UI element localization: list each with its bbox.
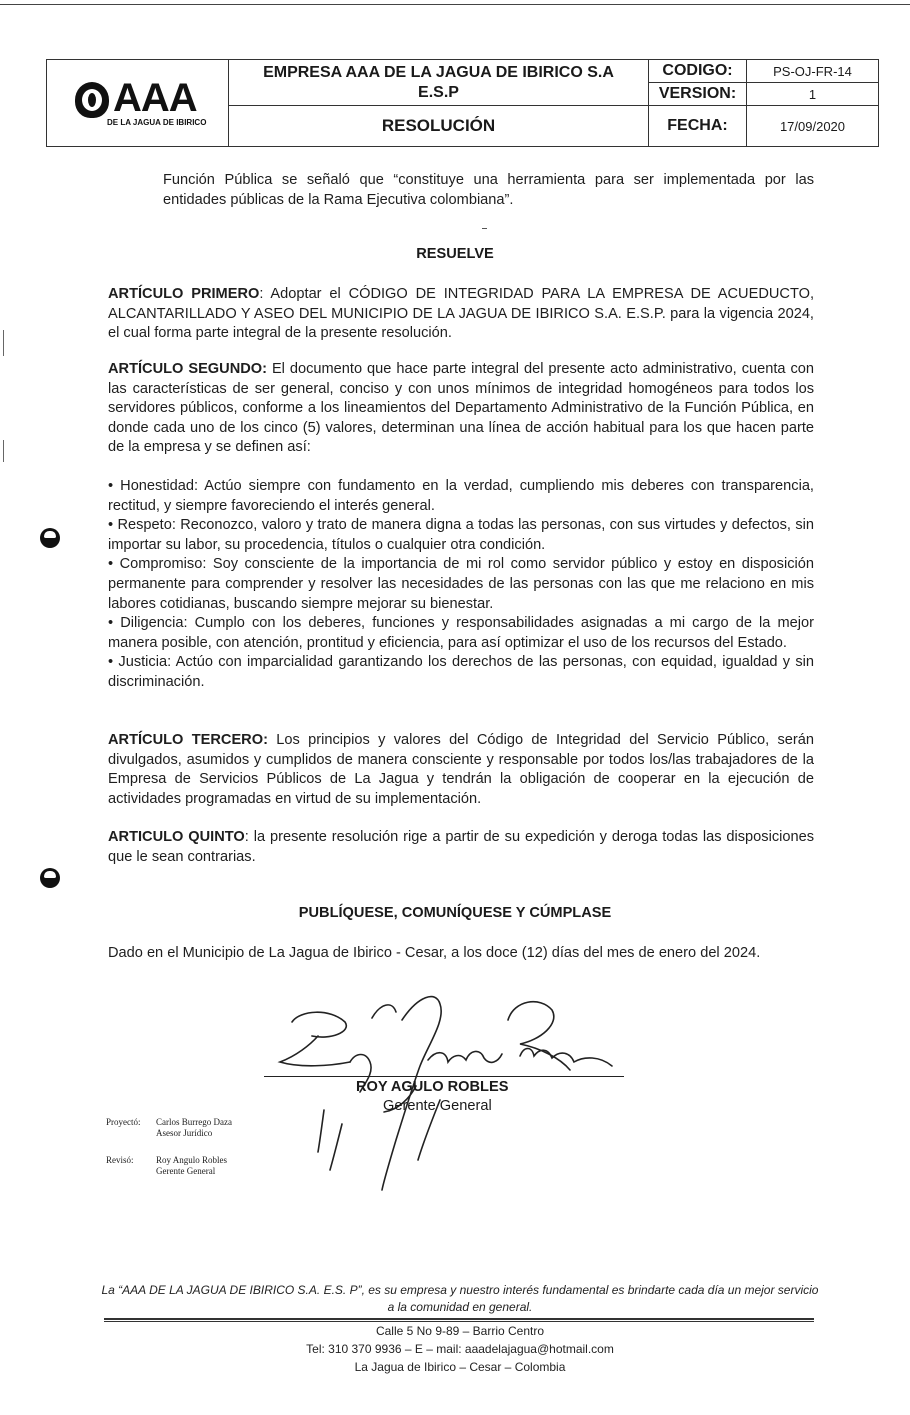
list-item: • Diligencia: Cumplo con los deberes, funciones y responsabilidades asignadas a mi cargo de la mejor manera posible, con atención, prontitud y eficiencia, para así optimizar el uso de los recursos del Estado. — [108, 615, 814, 651]
footer-slogan: La “AAA DE LA JAGUA DE IBIRICO S.A. E.S. P”, es su empresa y nuestro interés fundamental es brindarte cada día un mejor servicio a la comunidad en general. — [101, 1283, 819, 1314]
articulo-quinto-text: : la presente resolución rige a partir de su expedición y deroga todas las disposiciones que le sean contrarias. — [108, 829, 815, 865]
proyecto-name: Carlos Burrego Daza — [156, 1117, 232, 1127]
signature-line — [264, 1076, 624, 1077]
reviso-role: Gerente General — [156, 1166, 216, 1176]
articulo-tercero — [108, 731, 814, 809]
reviso-label: Revisó: — [106, 1155, 134, 1165]
articulo-tercero-label: ARTÍCULO TERCERO: — [108, 732, 268, 748]
version-label: VERSION: — [649, 83, 747, 106]
company-name — [229, 60, 649, 106]
codigo-value: PS-OJ-FR-14 — [747, 60, 879, 83]
publiquese-heading: PUBLÍQUESE, COMUNÍQUESE Y CÚMPLASE — [298, 905, 612, 921]
articulo-segundo-label: ARTÍCULO SEGUNDO: — [108, 361, 267, 377]
list-item: • Respeto: Reconozco, valoro y trato de manera digna a todas las personas, con sus virtudes y defectos, sin importar su labor, su procedencia, títulos o cualquier otra condición. — [108, 517, 814, 553]
resuelve-heading: RESUELVE — [416, 246, 494, 262]
proyecto-role: Asesor Jurídico — [156, 1128, 213, 1138]
articulo-tercero-text: Los principios y valores del Código de Integridad del Servicio Público, serán divulgados, asumidos y cumplidos de manera consciente y responsable por todos los/las trabajadores de la Empresa de Servicios Públicos de La Jagua y tendrán la obligación de cooperar en la ejecución de actividades programadas en virtud de su implementación. — [108, 732, 814, 807]
values-list — [108, 477, 814, 693]
articulo-quinto-label: ARTICULO QUINTO — [108, 829, 245, 845]
footer-address: Calle 5 No 9-89 – Barrio Centro — [375, 1324, 545, 1338]
company-logo — [67, 74, 207, 134]
fecha-label: FECHA: — [649, 106, 747, 147]
logo-subtext: DE LA JAGUA DE IBIRICO — [107, 118, 207, 127]
articulo-segundo — [108, 360, 814, 458]
list-item: • Honestidad: Actúo siempre con fundamento en la verdad, cumpliendo mis deberes con transparencia, rectitud, y siempre favoreciendo el interés general. — [108, 478, 814, 514]
proyecto-block — [156, 1117, 232, 1139]
articulo-primero — [108, 285, 814, 344]
footer-contact: Tel: 310 370 9936 – E – mail: aaadelajagua@hotmail.com — [306, 1342, 614, 1356]
version-value: 1 — [747, 83, 879, 106]
left-scan-mark — [3, 330, 4, 356]
articulo-segundo-text: El documento que hace parte integral del presente acto administrativo, cuenta con las características de ser general, conciso y con unos mínimos de integridad homogéneos para todos los servidores públicos, conforme a los lineamientos del Departamento Administrativo de la Función Pública, en donde cada uno de los cinco (5) valores, determinan una línea de acción habitual para los que hacen parte de la empresa y se definen así: — [108, 361, 814, 456]
logo-text: AAA — [113, 76, 197, 120]
logo-cell — [47, 60, 229, 147]
document-header — [46, 59, 879, 147]
articulo-quinto — [108, 828, 814, 867]
dado-paragraph: Dado en el Municipio de La Jagua de Ibirico - Cesar, a los doce (12) días del mes de enero del 2024. — [108, 945, 761, 961]
punch-hole-icon — [40, 868, 60, 888]
signatory-name: ROY AGULO ROBLES — [356, 1079, 509, 1095]
articulo-primero-label: ARTÍCULO PRIMERO — [108, 286, 260, 302]
intro-paragraph: Función Pública se señaló que “constituye una herramienta para ser implementada por las entidades públicas de la Rama Ejecutiva colombiana”. — [163, 172, 814, 208]
doc-type: RESOLUCIÓN — [229, 106, 649, 147]
signatory-role: Gerente General — [383, 1098, 492, 1114]
top-rule — [0, 4, 910, 5]
list-item: • Justicia: Actúo con imparcialidad garantizando los derechos de las personas, con equidad, igualdad y sin discriminación. — [108, 654, 814, 690]
reviso-block — [156, 1155, 227, 1177]
articulo-primero-text: : Adoptar el CÓDIGO DE INTEGRIDAD PARA LA EMPRESA DE ACUEDUCTO, ALCANTARILLADO Y ASEO DEL MUNICIPIO DE LA JAGUA DE IBIRICO S.A. E.S.P. para la vigencia 2024, el cual forma parte integral de la presente resolución. — [108, 286, 814, 342]
water-drop-icon — [75, 82, 109, 118]
codigo-label: CODIGO: — [649, 60, 747, 83]
scan-speck — [482, 228, 487, 229]
punch-hole-icon — [40, 528, 60, 548]
fecha-value: 17/09/2020 — [747, 106, 879, 147]
list-item: • Compromiso: Soy consciente de la importancia de mi rol como servidor público y estoy en disposición permanente para comprender y resolver las necesidades de las personas con las que me relaciono en mis labores cotidianas, buscando siempre mejorar su bienestar. — [108, 556, 814, 612]
proyecto-label: Proyectó: — [106, 1117, 141, 1127]
left-scan-mark — [3, 440, 4, 462]
footer-rule — [104, 1318, 814, 1320]
footer-city: La Jagua de Ibirico – Cesar – Colombia — [354, 1360, 566, 1374]
company-line1: EMPRESA AAA DE LA JAGUA DE IBIRICO S.A — [263, 63, 614, 81]
company-line2: E.S.P — [418, 83, 459, 101]
reviso-name: Roy Angulo Robles — [156, 1155, 228, 1165]
